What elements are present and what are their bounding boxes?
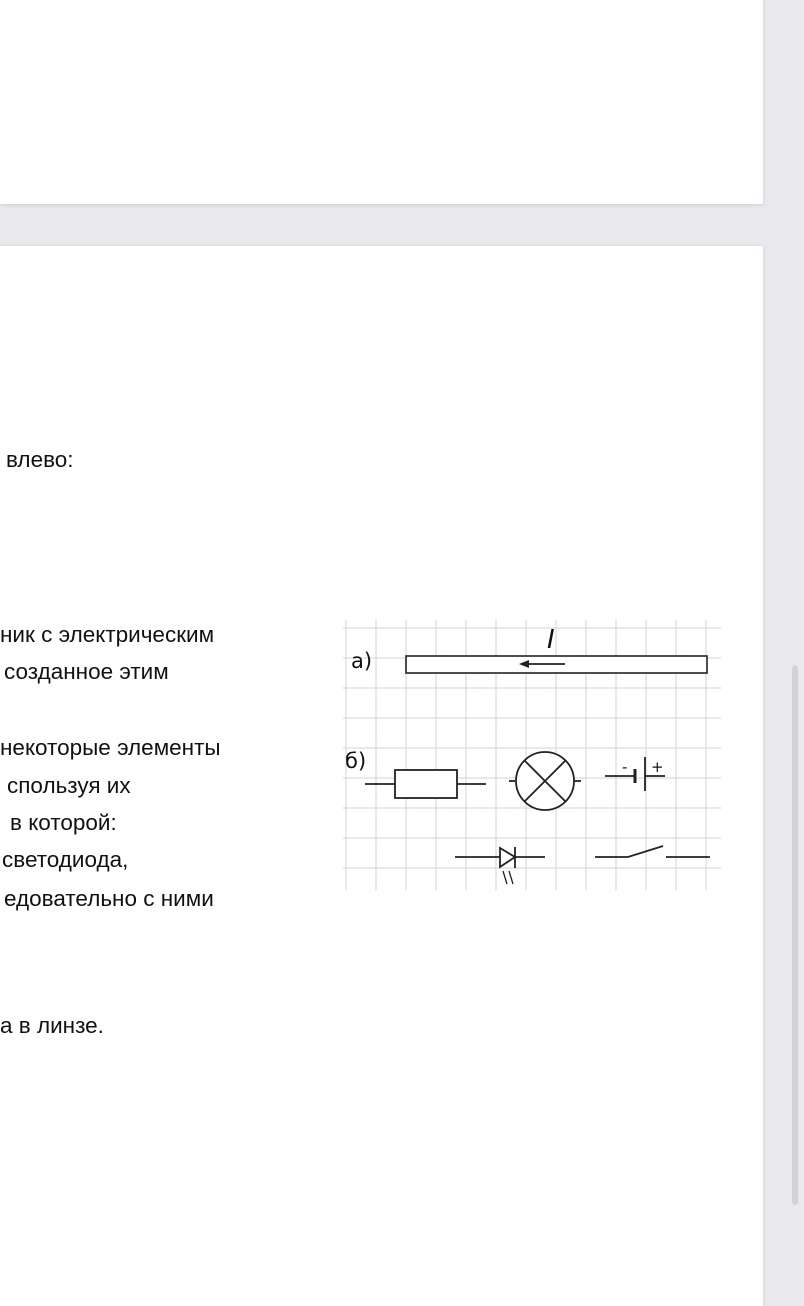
text-line: светодиода, bbox=[2, 847, 129, 872]
battery-minus-label: - bbox=[622, 758, 628, 776]
label-a: а) bbox=[351, 649, 373, 673]
led-icon bbox=[455, 847, 545, 884]
text-line: ник с электрическим bbox=[0, 622, 215, 647]
switch-icon bbox=[595, 846, 710, 857]
text-line: влево: bbox=[6, 447, 74, 472]
label-b: б) bbox=[345, 749, 367, 773]
text-line: едовательно с ними bbox=[4, 886, 214, 911]
resistor-icon bbox=[365, 770, 486, 798]
text-line: в которой: bbox=[10, 810, 117, 835]
text-line: спользуя их bbox=[7, 773, 131, 798]
battery-plus-label: + bbox=[651, 758, 664, 776]
current-label: I bbox=[547, 625, 555, 655]
circuit-figure bbox=[343, 620, 723, 892]
text-line: некоторые элементы bbox=[0, 735, 221, 760]
page-sheet-top bbox=[0, 0, 763, 204]
lamp-icon bbox=[509, 752, 581, 810]
scrollbar[interactable] bbox=[792, 665, 798, 1205]
text-line: а в линзе. bbox=[0, 1013, 104, 1038]
text-line: созданное этим bbox=[4, 659, 169, 684]
